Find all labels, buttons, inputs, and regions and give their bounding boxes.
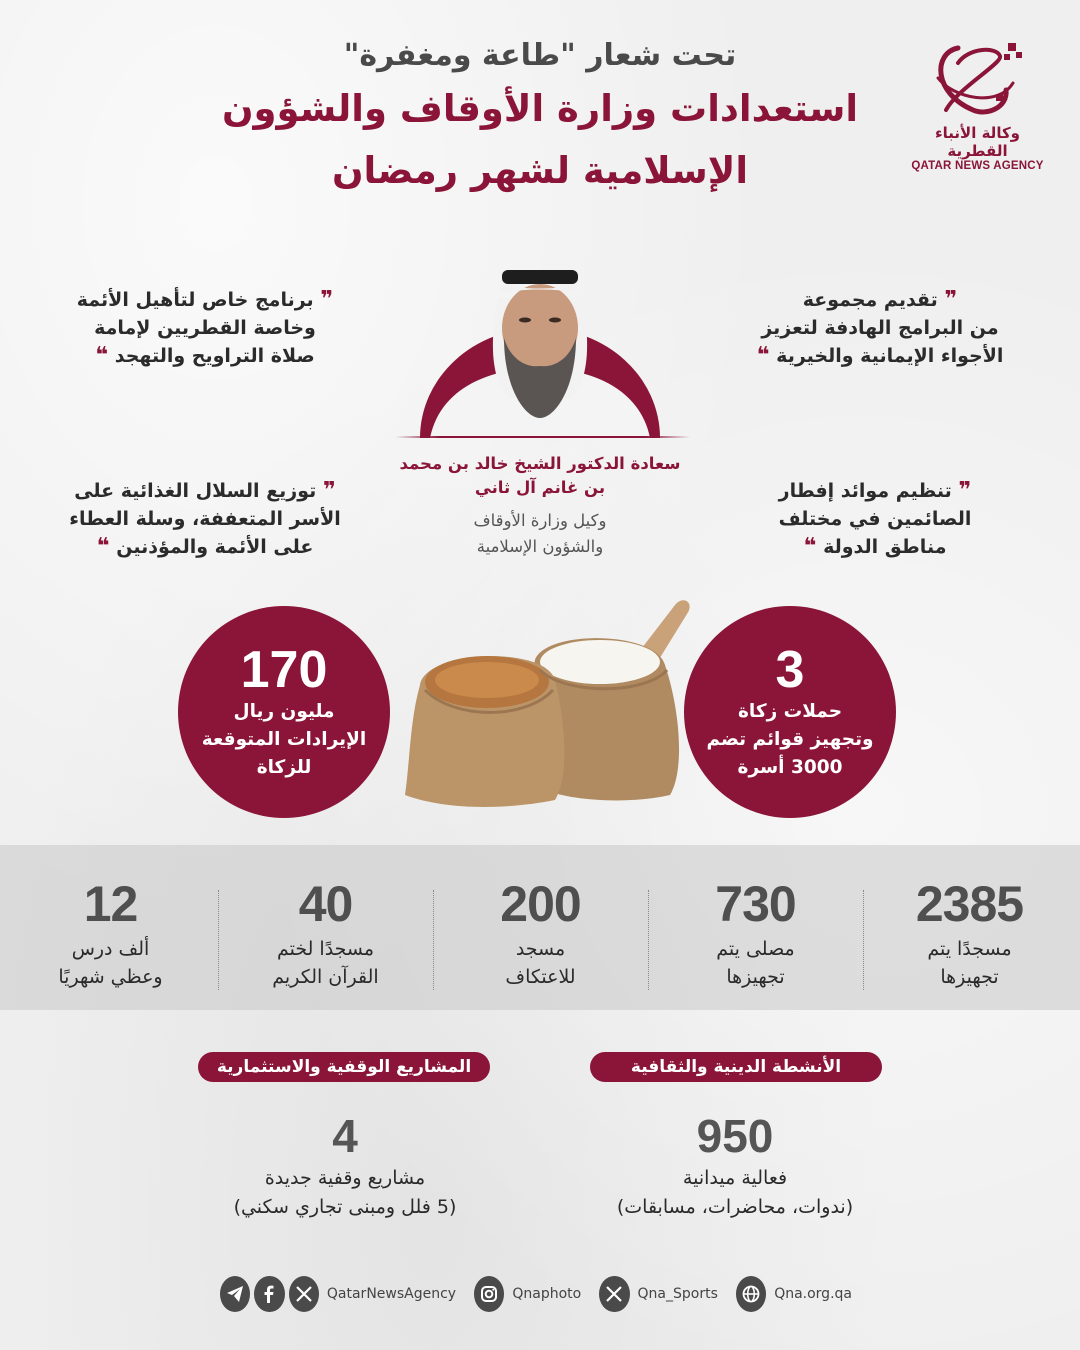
open-quote-icon: ❞ [944, 287, 958, 312]
stat-divider [433, 890, 434, 990]
x-sports-handle[interactable]: Qna_Sports [637, 1286, 718, 1302]
religious-activities-section: 950 فعالية ميدانية (ندوات، محاضرات، مسابقات) [616, 1110, 854, 1218]
close-quote-icon: ❝ [96, 534, 110, 559]
footer-social [220, 1276, 870, 1312]
stat-itikaf-mosques: 200 مسجد للاعتكاف [500, 876, 581, 988]
stat-divider [863, 890, 864, 990]
close-quote-icon: ❝ [803, 534, 817, 559]
stat-divider [218, 890, 219, 990]
zakat-campaigns-value: 3 [775, 641, 805, 699]
zakat-revenue-value: 170 [240, 641, 328, 699]
subtitle: تحت شعار "طاعة ومغفرة" [343, 38, 737, 73]
open-quote-icon: ❞ [958, 478, 972, 503]
quote-programs: ❞ تقديم مجموعة من البرامج الهادفة لتعزيز الأجواء الإيمانية والخيرية ❝ [756, 287, 1004, 368]
stat-divider [648, 890, 649, 990]
website-link[interactable]: Qna.org.qa [774, 1286, 852, 1302]
header [210, 34, 870, 202]
facebook-icon[interactable] [254, 1276, 284, 1312]
grain-sacks-image [395, 590, 695, 820]
portrait [420, 258, 660, 438]
title-line-2: الإسلامية لشهر رمضان [331, 149, 749, 192]
instagram-handle[interactable]: Qnaphoto [512, 1286, 582, 1302]
qna-logo [905, 38, 1050, 172]
logo-arabic-text: وكالة الأنباء القطرية [935, 124, 1020, 160]
endowment-projects-section: 4 مشاريع وقفية جديدة (5 فلل ومبنى تجاري سكني) [233, 1110, 457, 1218]
endowment-projects-label: المشاريع الوقفية والاستثمارية [198, 1052, 490, 1082]
quote-imams-program: ❞ برنامج خاص لتأهيل الأئمة وخاصة القطريين لإمامة صلاة التراويح والتهجد ❝ [76, 287, 334, 368]
stat-lessons: 12 ألف درس وعظي شهريًا [58, 876, 163, 988]
stat-prayer-halls: 730 مصلى يتم تجهيزها [715, 876, 796, 988]
quote-iftar: ❞ تنظيم موائد إفطار الصائمين في مختلف مناطق الدولة ❝ [778, 478, 972, 559]
stat-quran-khatm: 40 مسجدًا لختم القرآن الكريم [272, 876, 379, 988]
zakat-campaigns-circle: 3 حملات زكاة وتجهيز قوائم تضم 3000 أسرة [684, 606, 896, 818]
x-icon[interactable] [599, 1276, 629, 1312]
globe-icon[interactable] [736, 1276, 766, 1312]
x-icon[interactable] [289, 1276, 319, 1312]
open-quote-icon: ❞ [320, 287, 334, 312]
person-name: سعادة الدكتور الشيخ خالد بن محمد بن غانم آل ثاني [399, 454, 681, 497]
instagram-icon[interactable] [474, 1276, 504, 1312]
title-line-1: استعدادات وزارة الأوقاف والشؤون [221, 87, 859, 130]
close-quote-icon: ❝ [95, 343, 109, 368]
qna-logo-icon [928, 38, 1028, 120]
quote-food-baskets: ❞ توزيع السلال الغذائية على الأسر المتعففة، وسلة العطاء على الأئمة والمؤذنين ❝ [69, 478, 341, 559]
qna-handle[interactable]: QatarNewsAgency [326, 1286, 457, 1302]
person-role: وكيل وزارة الأوقاف والشؤون الإسلامية [473, 511, 607, 556]
religious-activities-label: الأنشطة الدينية والثقافية [590, 1052, 882, 1082]
close-quote-icon: ❝ [756, 343, 770, 368]
stat-mosques-equipped: 2385 مسجدًا يتم تجهيزها [915, 876, 1024, 988]
logo-english-text: QATAR NEWS AGENCY [911, 160, 1044, 172]
telegram-icon[interactable] [220, 1276, 250, 1312]
portrait-underline [395, 436, 690, 438]
zakat-revenue-circle: 170 مليون ريال الإيرادات المتوقعة للزكاة [178, 606, 390, 818]
open-quote-icon: ❞ [322, 478, 336, 503]
